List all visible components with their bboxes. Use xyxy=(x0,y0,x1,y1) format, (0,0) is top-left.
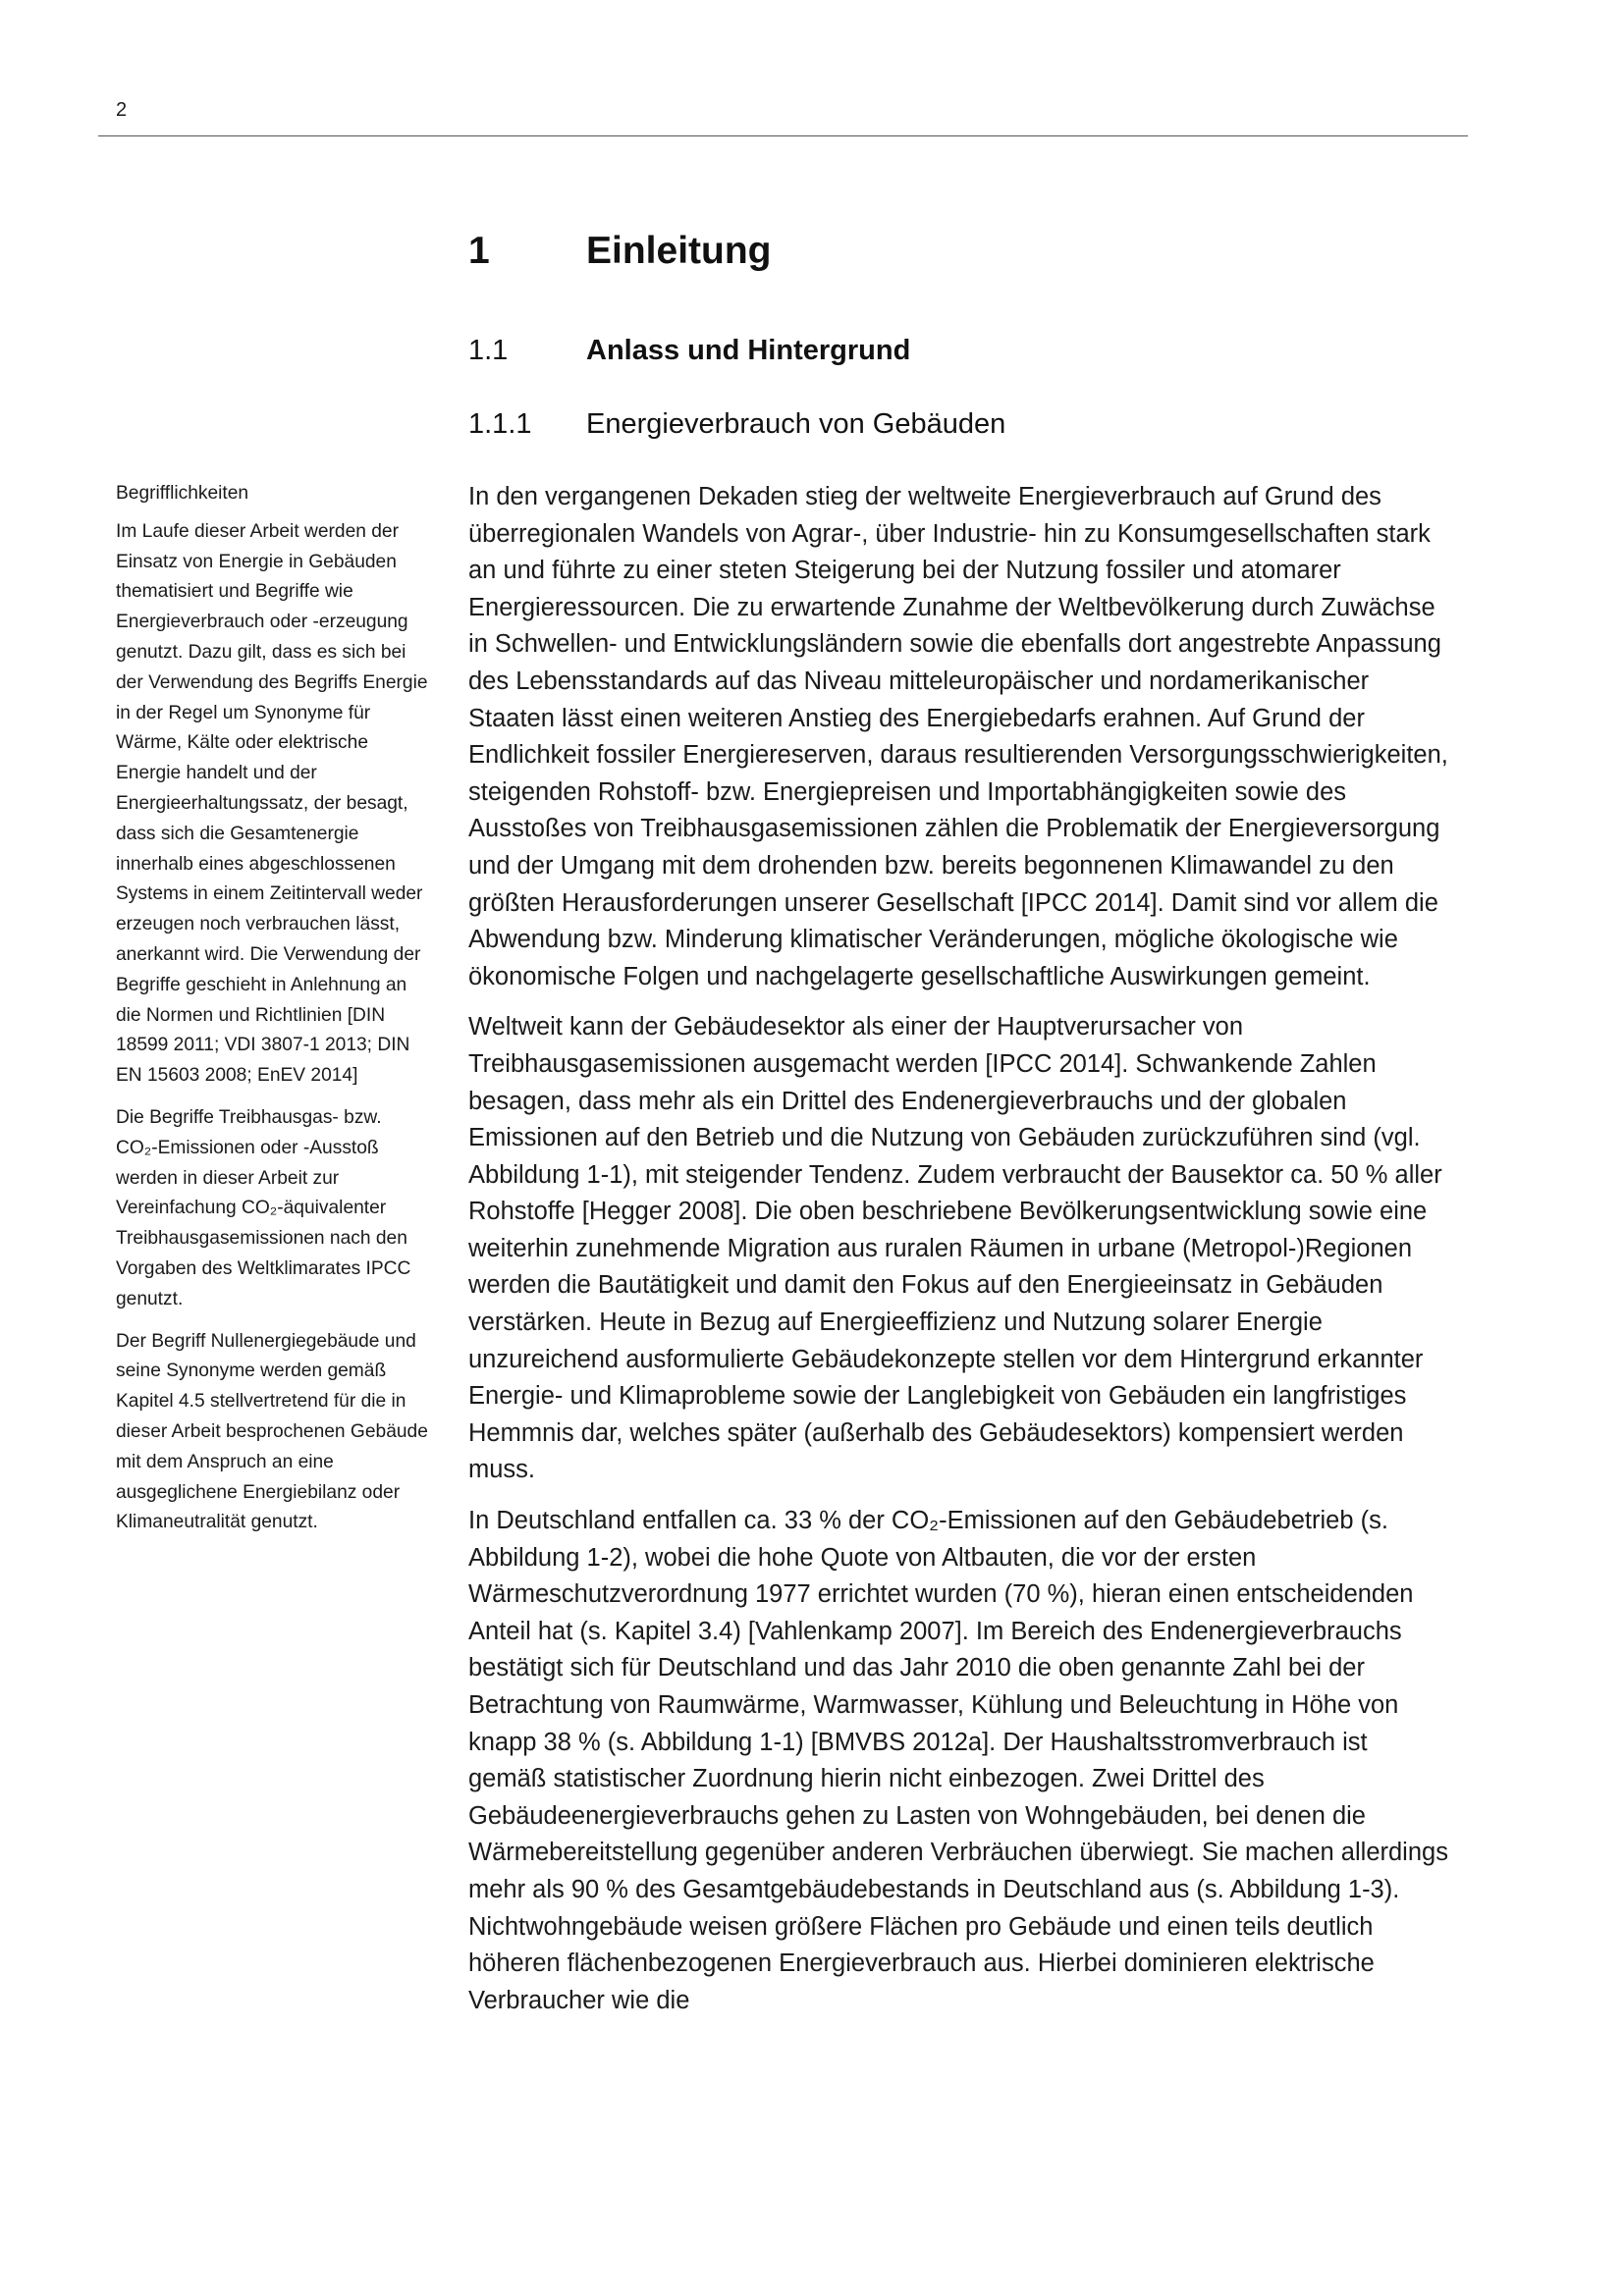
section-heading xyxy=(468,333,910,368)
chapter-title: Einleitung xyxy=(586,230,772,272)
subsection-heading xyxy=(468,406,1005,442)
page-number: 2 xyxy=(116,99,128,121)
header-rule xyxy=(98,135,1468,136)
margin-note-title: Begrifflichkeiten xyxy=(116,483,249,504)
chapter-number: 1 xyxy=(468,230,490,272)
section-number: 1.1 xyxy=(468,335,509,366)
margin-note-paragraph: Im Laufe dieser Arbeit werden der Einsatz von Energie in Gebäuden thematisiert und Begriffe wie Energieverbrauch oder -erzeugung genutzt. Dazu gilt, dass es sich bei der Verwendung des Begriffs Energie in der Regel um Synonyme für Wärme, Kälte oder elektrische Energie handelt und der Energieerhaltungssatz, der besagt, dass sich die Gesamtenergie innerhalb eines abgeschlossenen Systems in einem Zeitintervall weder erzeugen noch verbrauchen lässt, anerkannt wird. Die Verwendung der Begriffe geschieht in Anlehnung an die Normen und Richtlinien [DIN 18599 2011; VDI 3807-1 2013; DIN EN 15603 2008; EnEV 2014] xyxy=(116,520,428,1087)
margin-note-paragraph: Die Begriffe Treibhausgas- bzw. CO₂-Emissionen oder -Ausstoß werden in dieser Arbeit zur Vereinfachung CO₂-äquivalenter Treibhausgasemissionen nach den Vorgaben des Weltklimarates IPCC genutzt. xyxy=(116,1106,411,1309)
body-text xyxy=(468,479,1450,2033)
subsection-number: 1.1.1 xyxy=(468,408,532,440)
section-title: Anlass und Hintergrund xyxy=(586,335,911,366)
margin-notes xyxy=(116,479,428,1550)
chapter-heading xyxy=(468,228,772,275)
margin-note-paragraph: Der Begriff Nullenergiegebäude und seine Synonyme werden gemäß Kapitel 4.5 stellvertretend für die in dieser Arbeit besprochenen Gebäude mit dem Anspruch an eine ausgeglichene Energiebilanz oder Klimaneutralität genutzt. xyxy=(116,1330,428,1533)
body-paragraph: In Deutschland entfallen ca. 33 % der CO₂-Emissionen auf den Gebäudebetrieb (s. Abbildung 1-2), wobei die hohe Quote von Altbauten, die vor der ersten Wärmeschutzverordnung 1977 errichtet wurden (70 %), hieran einen entscheidenden Anteil hat (s. Kapitel 3.4) [Vahlenkamp 2007]. Im Bereich des Endenergieverbrauchs bestätigt sich für Deutschland und das Jahr 2010 die oben genannte Zahl bei der Betrachtung von Raumwärme, Warmwasser, Kühlung und Beleuchtung in Höhe von knapp 38 % (s. Abbildung 1-1) [BMVBS 2012a]. Der Haushaltsstromverbrauch ist gemäß statistischer Zuordnung hierin nicht einbezogen. Zwei Drittel des Gebäudeenergieverbrauchs gehen zu Lasten von Wohngebäuden, bei denen die Wärmebereitstellung gegenüber anderen Verbräuchen überwiegt. Sie machen allerdings mehr als 90 % des Gesamtgebäudebestands in Deutschland aus (s. Abbildung 1-3). Nichtwohngebäude weisen größere Flächen pro Gebäude und einen teils deutlich höheren flächenbezogenen Energieverbrauch aus. Hierbei dominieren elektrische Verbraucher wie die xyxy=(468,1507,1448,2014)
body-paragraph: In den vergangenen Dekaden stieg der weltweite Energieverbrauch auf Grund des überregionalen Wandels von Agrar-, über Industrie- hin zu Konsumgesellschaften stark an und führte zu einer steten Steigerung bei der Nutzung fossiler und atomarer Energieressourcen. Die zu erwartende Zunahme der Weltbevölkerung durch Zuwächse in Schwellen- und Entwicklungsländern sowie die ebenfalls dort angestrebte Anpassung des Lebensstandards auf das Niveau mitteleuropäischer und nordamerikanischer Staaten lässt einen weiteren Anstieg des Energiebedarfs erahnen. Auf Grund der Endlichkeit fossiler Energiereserven, daraus resultierenden Versorgungsschwierigkeiten, steigenden Rohstoff- bzw. Energiepreisen und Importabhängigkeiten sowie des Ausstoßes von Treibhausgasemissionen zählen die Problematik der Energieversorgung und der Umgang mit dem drohenden bzw. bereits begonnenen Klimawandel zu den größten Herausforderungen unserer Gesellschaft [IPCC 2014]. Damit sind vor allem die Abwendung bzw. Minderung klimatischer Veränderungen, mögliche ökologische wie ökonomische Folgen und nachgelagerte gesellschaftliche Auswirkungen gemeint. xyxy=(468,483,1448,990)
body-paragraph: Weltweit kann der Gebäudesektor als einer der Hauptverursacher von Treibhausgasemissionen ausgemacht werden [IPCC 2014]. Schwankende Zahlen besagen, dass mehr als ein Drittel des Endenergieverbrauchs und der globalen Emissionen auf den Betrieb und die Nutzung von Gebäuden zurückzuführen sind (vgl. Abbildung 1-1), mit steigender Tendenz. Zudem verbraucht der Bausektor ca. 50 % aller Rohstoffe [Hegger 2008]. Die oben beschriebene Bevölkerungsentwicklung sowie eine weiterhin zunehmende Migration aus ruralen Räumen in urbane (Metropol-)Regionen werden die Bautätigkeit und damit den Fokus auf den Energieeinsatz in Gebäuden verstärken. Heute in Bezug auf Energieeffizienz und Nutzung solarer Energie unzureichend ausformulierte Gebäudekonzepte stellen vor dem Hintergrund erkannter Energie- und Klimaprobleme sowie der Langlebigkeit von Gebäuden ein langfristiges Hemmnis dar, welches später (außerhalb des Gebäudesektors) kompensiert werden muss. xyxy=(468,1013,1442,1484)
subsection-title: Energieverbrauch von Gebäuden xyxy=(586,408,1006,440)
